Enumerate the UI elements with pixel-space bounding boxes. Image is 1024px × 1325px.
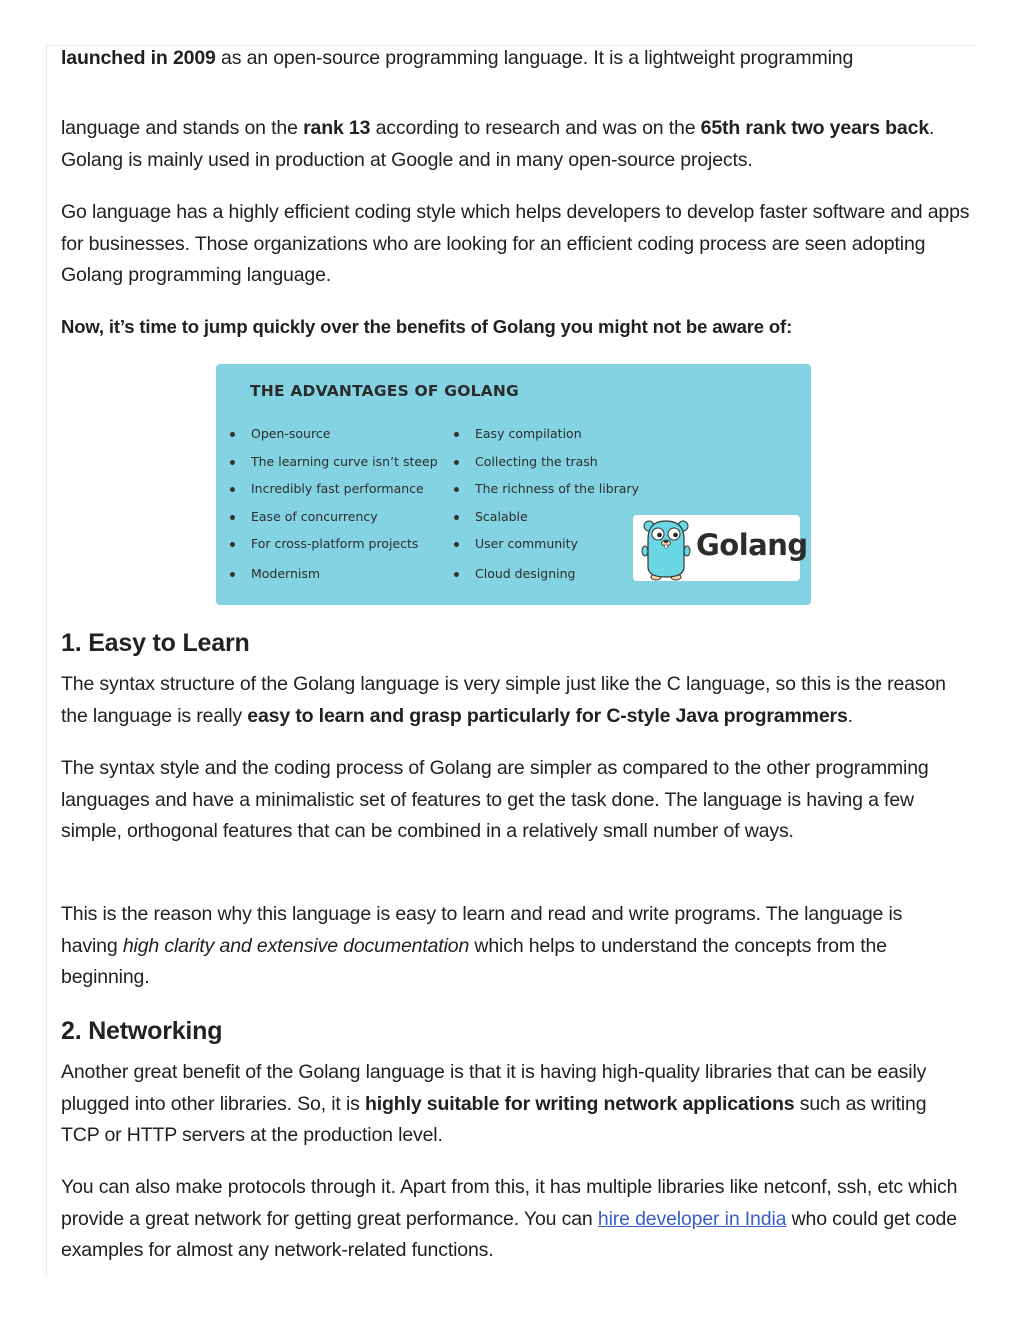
bullet-icon bbox=[454, 460, 459, 465]
advantage-label: Incredibly fast performance bbox=[251, 481, 424, 497]
golang-logo-text: Golang bbox=[696, 528, 808, 562]
section2-paragraph-1 bbox=[61, 1057, 961, 1152]
golang-logo bbox=[633, 515, 808, 581]
section1-paragraph-3 bbox=[61, 899, 961, 994]
body-text: such as writing TCP or HTTP servers at the production level. bbox=[61, 1092, 927, 1146]
advantage-label: Collecting the trash bbox=[475, 453, 598, 469]
body-text: You can also make protocols through it. Apart from this, it has multiple libraries like netconf, ssh, etc which provide a great network for getting great performance. You can bbox=[61, 1176, 958, 1230]
hire-developer-link[interactable]: hire developer in India bbox=[597, 1207, 787, 1230]
advantages-of-golang-banner bbox=[216, 364, 811, 605]
advantage-label: Modernism bbox=[251, 565, 321, 581]
advantage-item bbox=[230, 560, 438, 588]
body-text: which helps to understand the concepts from the beginning. bbox=[61, 934, 887, 988]
advantage-label: Easy compilation bbox=[475, 426, 582, 441]
advantage-label: For cross-platform projects bbox=[251, 536, 419, 552]
advantages-list-left bbox=[230, 420, 438, 588]
advantage-item bbox=[454, 448, 639, 476]
bullet-icon bbox=[454, 432, 459, 437]
advantage-item bbox=[230, 475, 438, 503]
bullet-icon bbox=[230, 515, 235, 520]
advantage-label: Cloud designing bbox=[475, 565, 576, 581]
advantage-item bbox=[230, 503, 438, 531]
body-text: The syntax structure of the Golang language is very simple just like the C language, so this is the reason the language is really bbox=[61, 673, 946, 727]
body-text: who could get code examples for almost any network-related functions. bbox=[61, 1207, 957, 1261]
previous-rank-highlight: 65th rank two years back bbox=[700, 117, 930, 139]
bullet-icon bbox=[454, 542, 459, 547]
banner-title: THE ADVANTAGES OF GOLANG bbox=[250, 382, 519, 400]
bullet-icon bbox=[454, 515, 459, 520]
body-text: This is the reason why this language is easy to learn and read and write programs. The language is having bbox=[61, 903, 903, 957]
intro-paragraph-1 bbox=[61, 43, 976, 75]
benefits-lead-in-text: Now, it’s time to jump quickly over the benefits of Golang you might not be aware of: bbox=[61, 316, 793, 337]
launch-year-highlight: launched in 2009 bbox=[61, 47, 216, 69]
advantage-item bbox=[454, 560, 639, 588]
intro-paragraph-2 bbox=[61, 113, 961, 176]
advantage-label: The richness of the library bbox=[475, 481, 639, 497]
advantage-item bbox=[230, 420, 438, 448]
advantage-label: Ease of concurrency bbox=[251, 508, 378, 524]
content-frame-left-border bbox=[46, 45, 47, 1277]
bullet-icon bbox=[454, 487, 459, 492]
advantage-label: Scalable bbox=[475, 508, 528, 524]
section2-paragraph-2 bbox=[61, 1172, 961, 1267]
section1-paragraph-2: The syntax style and the coding process of Golang are simpler as compared to the other programming languages and have a minimalistic set of features to get the task done. The language is having a few simple, orthogonal features that can be combined in a relatively small number of ways. bbox=[61, 757, 929, 842]
advantage-item bbox=[454, 475, 639, 503]
benefits-lead-in bbox=[61, 311, 976, 343]
gopher-mascot-icon bbox=[640, 517, 692, 581]
advantage-item bbox=[454, 503, 639, 531]
advantages-list-right bbox=[454, 420, 639, 588]
bullet-icon bbox=[230, 487, 235, 492]
bullet-icon bbox=[454, 572, 459, 577]
advantage-label: User community bbox=[475, 536, 578, 552]
easy-to-learn-highlight: easy to learn and grasp particularly for C-style Java programmers bbox=[247, 704, 848, 727]
body-text: Another great benefit of the Golang language is that it is having high-quality libraries that can be easily plugged into other libraries. So, it is bbox=[61, 1061, 927, 1115]
body-text: . bbox=[847, 704, 853, 727]
intro-text: . Golang is mainly used in production at Google and in many open-source projects. bbox=[61, 117, 935, 171]
bullet-icon bbox=[230, 432, 235, 437]
advantage-item bbox=[230, 448, 438, 476]
bullet-icon bbox=[230, 542, 235, 547]
intro-paragraph-3: Go language has a highly efficient coding style which helps developers to develop faster software and apps for businesses. Those organizations who are looking for an efficient coding process are seen adopting Golang programming language. bbox=[61, 201, 970, 286]
advantage-label: Open-source bbox=[251, 426, 331, 441]
intro-text: according to research and was on the bbox=[370, 117, 701, 139]
section-heading-networking: 2. Networking bbox=[61, 1017, 223, 1045]
intro-text: as an open-source programming language. It is a lightweight programming bbox=[215, 47, 854, 69]
network-applications-highlight: highly suitable for writing network applications bbox=[365, 1092, 795, 1115]
intro-text: language and stands on the bbox=[61, 117, 304, 139]
rank-highlight: rank 13 bbox=[303, 117, 371, 139]
clarity-emphasis: high clarity and extensive documentation bbox=[122, 934, 470, 957]
section-heading-easy-to-learn: 1. Easy to Learn bbox=[61, 629, 250, 657]
advantage-item bbox=[230, 530, 438, 558]
bullet-icon bbox=[230, 572, 235, 577]
advantage-item bbox=[454, 530, 639, 558]
bullet-icon bbox=[230, 460, 235, 465]
advantage-item bbox=[454, 420, 639, 448]
section1-paragraph-1 bbox=[61, 669, 971, 732]
advantage-label: The learning curve isn’t steep bbox=[251, 453, 438, 469]
